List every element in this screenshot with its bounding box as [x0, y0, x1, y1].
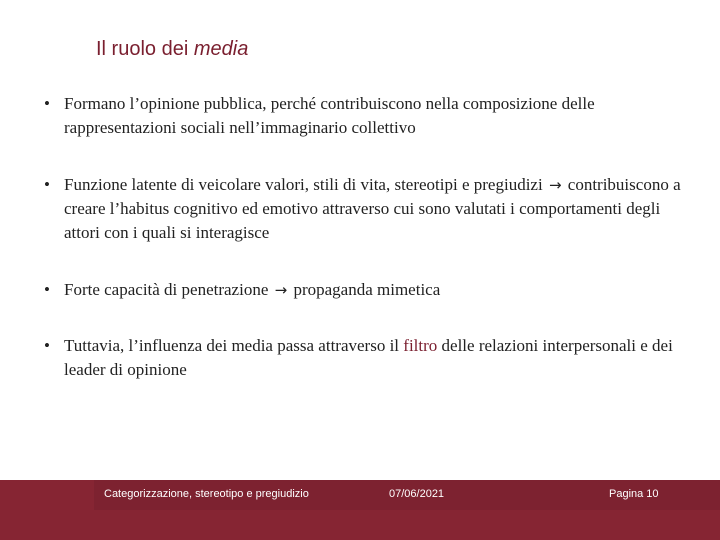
bullet-text: Funzione latente di veicolare valori, stili di vita, stereotipi e pregiudizi [64, 175, 543, 194]
bullet-item [44, 278, 684, 302]
bullet-icon: • [44, 175, 50, 194]
bullet-text: Formano l’opinione pubblica, perché contribuiscono nella composizione delle rappresentazioni sociali nell’immaginario collettivo [64, 94, 595, 137]
bullet-text-continued: contribuiscono a creare l’habitus cognitivo ed emotivo attraverso cui sono valutati i comportamenti degli attori con i quali si interagisce [64, 175, 681, 242]
bullet-list [44, 92, 684, 382]
bullet-item [44, 92, 684, 140]
footer-bar [0, 480, 720, 540]
right-arrow-icon: → [274, 281, 288, 299]
bullet-text-continued: delle relazioni interpersonali e dei leader di opinione [64, 336, 673, 379]
bullet-text-continued: propaganda mimetica [293, 280, 441, 299]
footer-title: Categorizzazione, stereotipo e pregiudizio [104, 488, 309, 500]
bullet-item [44, 334, 684, 382]
bullet-icon: • [44, 336, 50, 355]
title-text: Il ruolo dei [96, 38, 194, 60]
right-arrow-icon: → [548, 176, 562, 194]
slide-title [96, 38, 248, 61]
bullet-icon: • [44, 280, 50, 299]
bullet-icon: • [44, 94, 50, 113]
bullet-text: Forte capacità di penetrazione [64, 280, 269, 299]
title-italic-text: media [193, 38, 249, 60]
bullet-text: Tuttavia, l’influenza dei media passa attraverso il [64, 336, 404, 355]
bullet-item [44, 173, 684, 245]
footer-page-number: Pagina 10 [609, 488, 659, 500]
footer-date: 07/06/2021 [389, 488, 445, 500]
footer-strip [0, 510, 720, 540]
highlight-word: filtro [403, 336, 438, 355]
